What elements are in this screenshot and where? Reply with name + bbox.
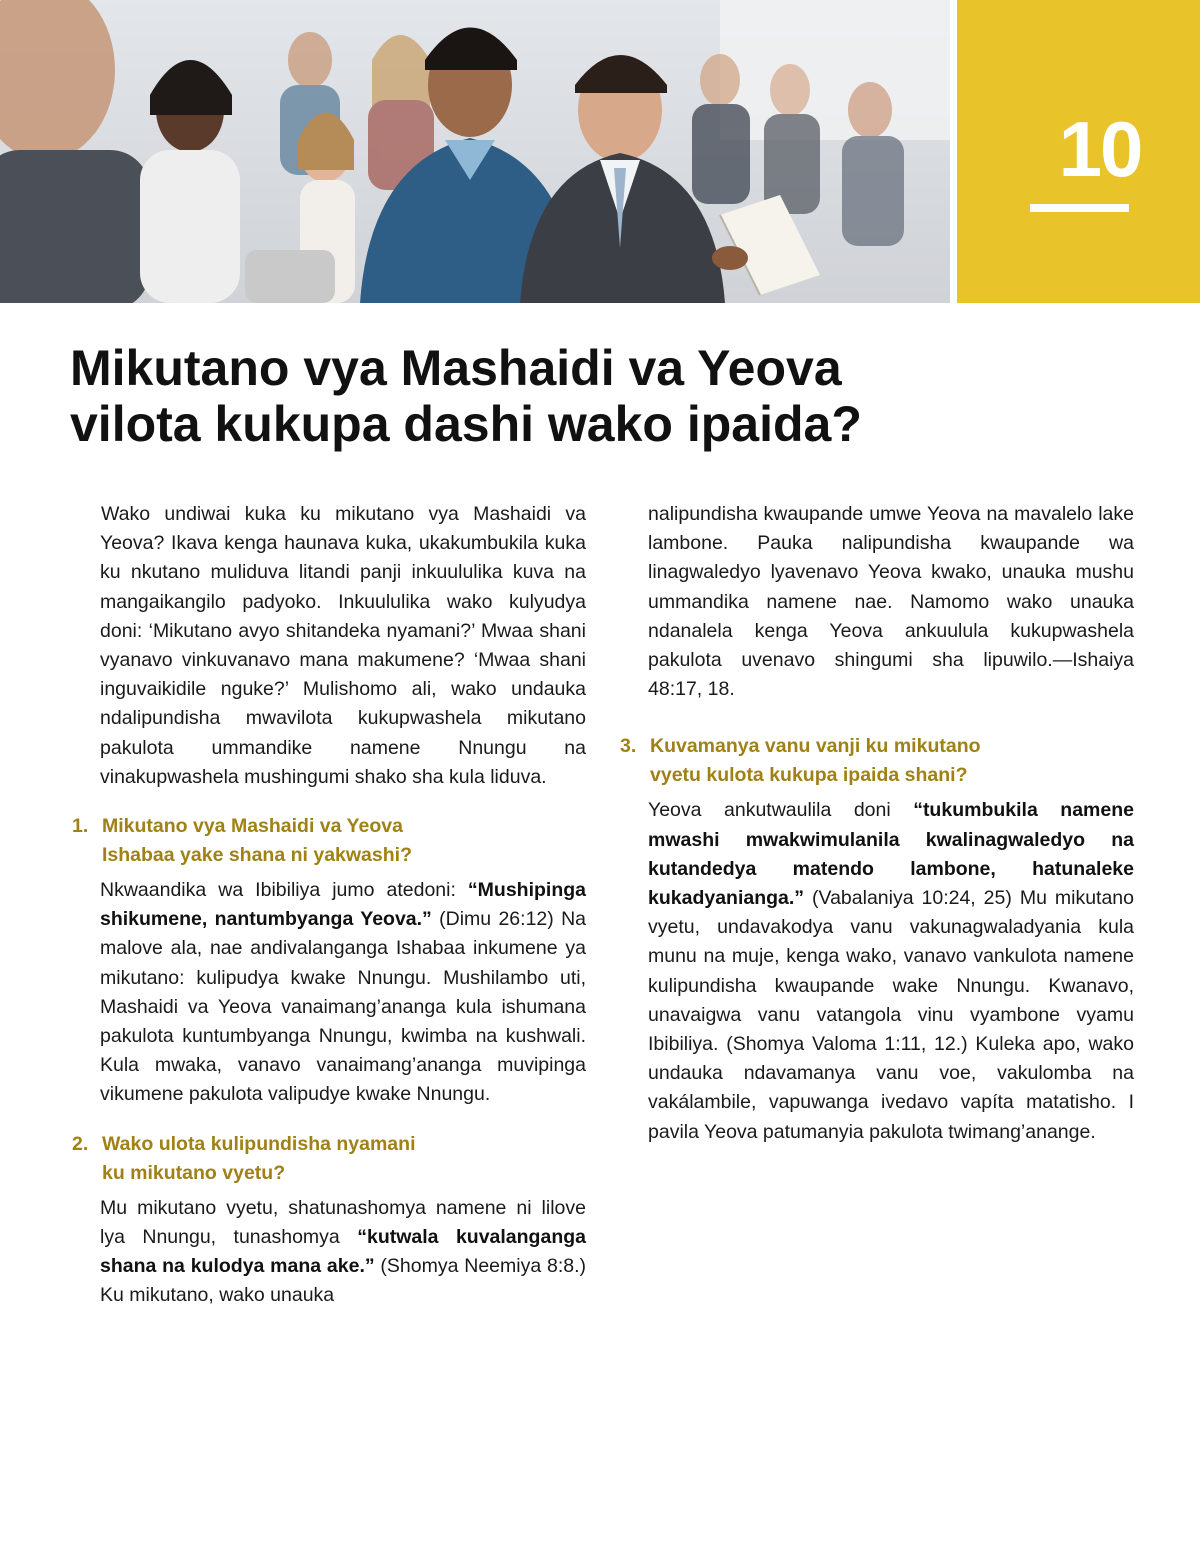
question-1-number: 1. (72, 815, 89, 838)
answer-1-text-a: Nkwaandika wa Ibibiliya jumo atedoni: (100, 879, 468, 902)
lesson-number: 10 (1058, 105, 1142, 193)
left-column (72, 500, 586, 1310)
title-line-2: vilota kukupa dashi wako ipaida? (70, 396, 862, 452)
question-2 (72, 1130, 586, 1188)
answer-3-paragraph (648, 796, 1134, 1146)
answer-2-paragraph (100, 1194, 586, 1311)
question-3 (620, 732, 1134, 790)
right-column (620, 500, 1134, 1147)
answer-2-text-b: (Shomya Neemiya 8:8.) Ku mikutano, wako unauka (100, 1255, 586, 1307)
answer-3-text-a: Yeova ankutwaulila doni (648, 799, 914, 822)
lesson-number-underline (1030, 204, 1129, 212)
answer-1-paragraph (100, 876, 586, 1110)
answer-2-continued: nalipundisha kwaupande umwe Yeova na mavalelo lake lambone. Pauka nalipundisha kwaupande wa linagwaledyo lyavenavo Yeova kwako, unauka mushu ummandika namene nae. Namomo wako unauka ndanalela kenga Yeova ankuulula kukupwashela pakulota uvenavo shingumi sha lipuwilo.—Ishaiya 48:17, 18. (648, 503, 1134, 701)
question-2-line2: ku mikutano vyetu? (102, 1161, 286, 1184)
answer-2-text-a: Mu mikutano vyetu, shatunashomya namene ni lilove lya Nnungu, tunashomya (100, 1196, 586, 1248)
congregation-photo (0, 0, 950, 303)
question-3-number: 3. (620, 735, 637, 758)
question-2-number: 2. (72, 1132, 89, 1155)
header-photo (0, 0, 950, 303)
answer-3-quote: “tukumbukila namene mwashi mwakwimulanila kwalinagwaledyo na kutandedya matendo lambone, hatunaleke kukadyanianga.” (648, 799, 1134, 910)
answer-1-quote: “Mushipinga shikumene, nantumbyanga Yeova.” (100, 879, 586, 931)
answer-1-text-b: (Dimu 26:12) Na malove ala, nae andivalanganga Ishabaa inkumene ya mikutano: kulipudya kwake Nnungu. Mushilambo uti, Mashaidi va Yeova vanaimang’ananga kula ishumana pakulota kuntumbyanga Nnungu, kwimba na kushwali. Kula mwaka, vanavo vanaimang’ananga muvipinga vikumene pakulota valipudye kwake Nnungu. (100, 908, 586, 1106)
intro-paragraph: Wako undiwai kuka ku mikutano vya Mashaidi va Yeova? Ikava kenga haunava kuka, ukakumbukila kuka ku nkutano muliduva litandi panji inkuululika kuva na mangaikangilo padyoko. Inkuululika wako kulyudya doni: ‘Mikutano avyo shitandeka nyamani?’ Mwaa shani vyanavo vinkuvanavo mana makumene? ‘Mwaa shani inguvaikidile nguke?’ Mulishomo ali, wako undauka ndalipundisha mwavilota kukupwashela mikutano pakulota ummandike namene Nnungu na vinakupwashela mushingumi shako sha kula liduva. (100, 503, 586, 788)
question-1-line2: Ishabaa yake shana ni yakwashi? (102, 844, 412, 867)
question-3-line1: Kuvamanya vanu vanji ku mikutano (650, 735, 981, 758)
lesson-number-box (957, 0, 1200, 303)
question-1-line1: Mikutano vya Mashaidi va Yeova (102, 815, 403, 838)
question-3-line2: vyetu kulota kukupa ipaida shani? (650, 764, 968, 787)
question-1 (72, 812, 586, 870)
title-line-1: Mikutano vya Mashaidi va Yeova (70, 340, 842, 396)
question-2-line1: Wako ulota kulipundisha nyamani (102, 1132, 416, 1155)
answer-2-quote: “kutwala kuvalanganga shana na kulodya mana ake.” (100, 1225, 586, 1278)
page-title (70, 340, 1130, 452)
answer-3-text-b: (Vabalaniya 10:24, 25) Mu mikutano vyetu, undavakodya vanu vakunagwaladyania kula munu na muje, kenga wako, vanavo vankulota namene kulipundisha kwaupande wake Nnungu. Kwanavo, unavaigwa vanu vatangola vinu vyambone vyamu Ibibiliya. (Shomya Valoma 1:11, 12.) Kuleka apo, wako undauka ndavamanya vanu voe, vakulomba na vakálambile, vapuwanga ivedavo vapíta matatisho. I pavila Yeova patumanyia pakulota twimang’anange. (648, 887, 1134, 1143)
